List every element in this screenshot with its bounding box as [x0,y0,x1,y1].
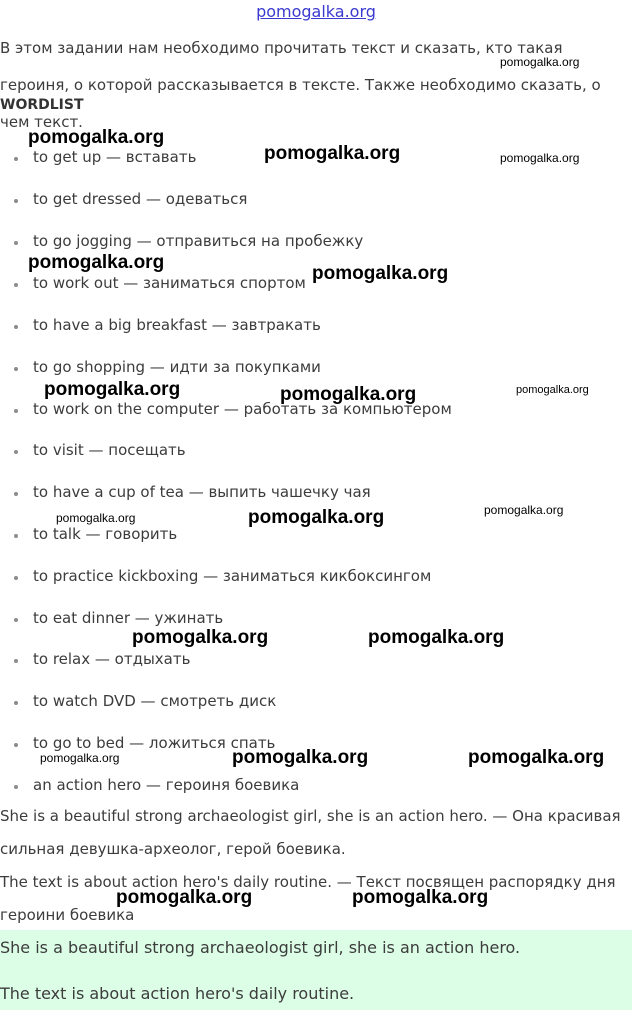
watermark: pomogalka.org [484,503,564,517]
wordlist-item: to eat dinner — ужинать [16,609,223,627]
top-watermark-link[interactable]: pomogalka.org [256,2,376,21]
watermark: pomogalka.org [28,252,165,273]
wordlist-item: to relax — отдыхать [16,650,190,668]
watermark: pomogalka.org [468,747,605,768]
watermark: pomogalka.org [368,627,505,648]
wordlist-item: to watch DVD — смотреть диск [16,692,276,710]
wordlist-item: to visit — посещать [16,441,186,459]
wordlist-item: to go to bed — ложиться спать [16,734,275,752]
wordlist-item: to have a big breakfast — завтракать [16,316,321,334]
watermark: pomogalka.org [264,143,401,164]
wordlist-item: to get up — вставать [16,148,196,166]
wordlist-item: to have a cup of tea — выпить чашечку чая [16,483,371,501]
watermark: pomogalka.org [500,151,580,165]
watermark: pomogalka.org [132,627,269,648]
wordlist-item: an action hero — героиня боевика [16,776,299,794]
intro-text: В этом задании нам необходимо прочитать текст и сказать, кто такая героиня, о которой рассказывается в тексте. Также необходимо сказать, о чем текст. [0,39,601,131]
wordlist-item: to get dressed — одеваться [16,190,247,208]
watermark: pomogalka.org [44,379,181,400]
paragraph-heroine: She is a beautiful strong archaeologist girl, she is an action hero. — Она красивая сильная девушка-археолог, герой боевика. [0,807,621,858]
wordlist-item: to talk — говорить [16,525,177,543]
watermark: pomogalka.org [248,507,385,528]
watermark: pomogalka.org [352,887,489,908]
watermark: pomogalka.org [56,511,136,525]
answer-box [0,930,632,1010]
wordlist-item: to work out — заниматься спортом [16,274,306,292]
wordlist-item: to practice kickboxing — заниматься кикбоксингом [16,567,431,585]
watermark: pomogalka.org [500,55,580,69]
watermark: pomogalka.org [312,263,449,284]
wordlist-item: to work on the computer — работать за компьютером [16,400,452,418]
answer-line-1: She is a beautiful strong archaeologist girl, she is an action hero. [0,938,521,957]
watermark: pomogalka.org [280,384,417,405]
wordlist-item: to go jogging — отправиться на пробежку [16,232,363,250]
watermark: pomogalka.org [116,887,253,908]
answer-line-2: The text is about action hero's daily routine. [0,984,355,1003]
watermark: pomogalka.org [232,747,369,768]
watermark: pomogalka.org [28,127,165,148]
paragraph-topic: The text is about action hero's daily routine. — Текст посвящен распорядку дня героини боевика [0,873,616,924]
wordlist-item: to go shopping — идти за покупками [16,358,321,376]
watermark: pomogalka.org [516,384,589,396]
wordlist-heading: WORDLIST [0,97,84,113]
watermark: pomogalka.org [40,751,120,765]
